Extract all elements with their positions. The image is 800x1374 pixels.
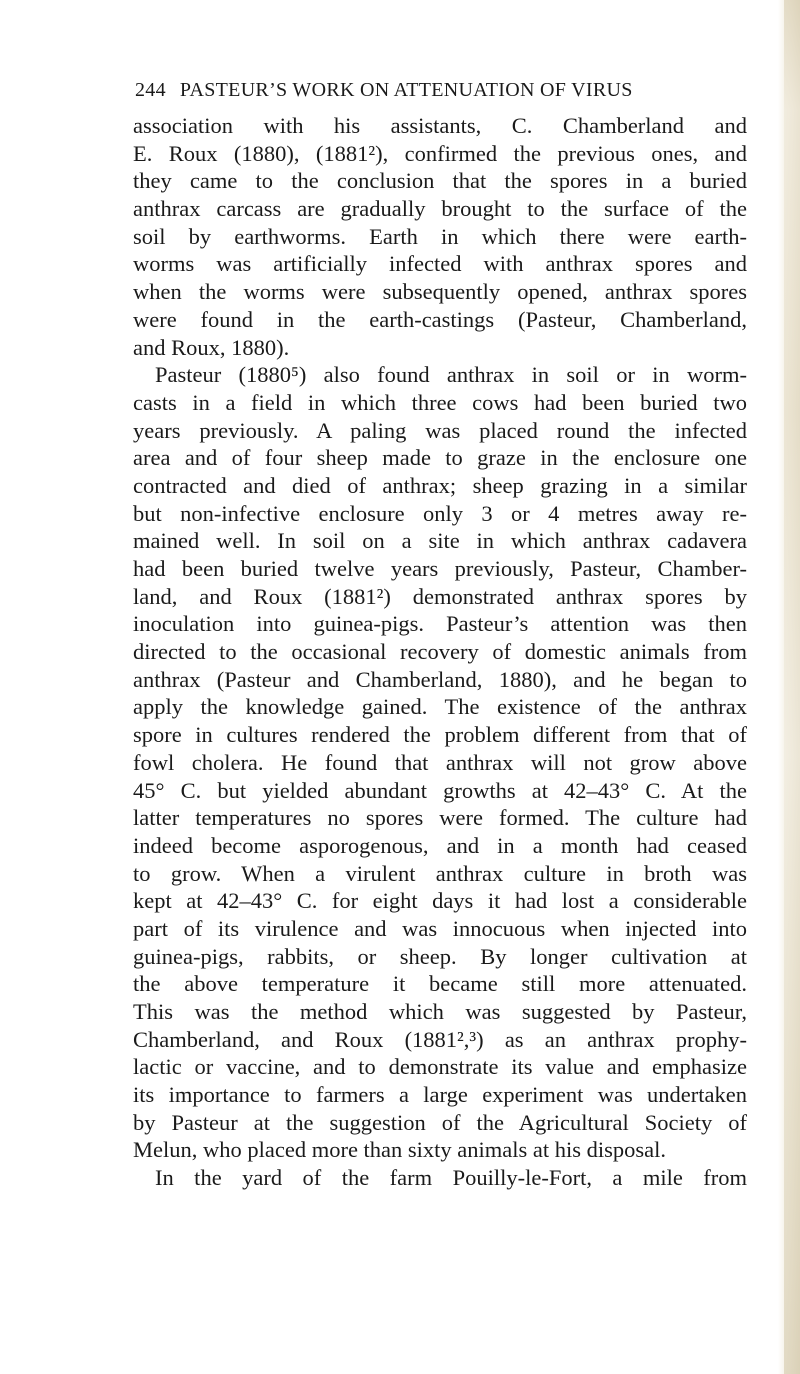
page-edge <box>778 0 800 1374</box>
text-line: latter temperatures no spores were formed. The culture had <box>133 805 747 831</box>
text-line: spore in cultures rendered the problem different from that of <box>133 722 747 748</box>
text-line: Pasteur (1880⁵) also found anthrax in soil or in worm- <box>155 362 747 388</box>
text-line: and Roux, 1880). <box>133 334 290 360</box>
text-line: years previously. A paling was placed round the infected <box>133 417 747 443</box>
text-line: lactic or vaccine, and to demonstrate its value and emphasize <box>133 1054 747 1080</box>
text-line: 45° C. but yielded abundant growths at 42–43° C. At the <box>133 777 747 803</box>
text-line: when the worms were subsequently opened, anthrax spores <box>133 279 747 305</box>
text-line: Melun, who placed more than sixty animals at his disposal. <box>133 1137 667 1163</box>
text-line: This was the method which was suggested by Pasteur, <box>133 999 747 1024</box>
text-line: part of its virulence and was innocuous when injected into <box>133 915 747 941</box>
text-line: had been buried twelve years previously, Pasteur, Chamber- <box>133 556 747 581</box>
text-line: guinea-pigs, rabbits, or sheep. By longer cultivation at <box>133 943 747 969</box>
text-line: worms was artificially infected with anthrax spores and <box>133 251 747 277</box>
text-line: fowl cholera. He found that anthrax will not grow above <box>133 749 747 775</box>
text-line: but non-infective enclosure only 3 or 4 metres away re- <box>133 500 747 526</box>
text-line: kept at 42–43° C. for eight days it had lost a considerable <box>133 888 747 914</box>
text-line: were found in the earth-castings (Pasteur, Chamberland, <box>133 306 747 332</box>
text-line: they came to the conclusion that the spores in a buried <box>133 168 747 194</box>
text-line: association with his assistants, C. Chamberland and <box>133 113 747 138</box>
running-header <box>135 77 745 103</box>
body-text <box>133 112 747 1192</box>
text-line: by Pasteur at the suggestion of the Agricultural Society of <box>133 1109 747 1135</box>
text-line: casts in a field in which three cows had been buried two <box>133 389 747 415</box>
page-number: 244 <box>135 79 166 101</box>
text-line: its importance to farmers a large experiment was undertaken <box>133 1082 747 1108</box>
text-line: apply the knowledge gained. The existence of the anthrax <box>133 694 747 720</box>
text-line: mained well. In soil on a site in which anthrax cadavera <box>133 528 747 554</box>
text-line: E. Roux (1880), (1881²), confirmed the previous ones, and <box>133 140 747 166</box>
text-line: contracted and died of anthrax; sheep grazing in a similar <box>133 472 747 498</box>
running-title: PASTEUR’S WORK ON ATTENUATION OF VIRUS <box>179 79 633 101</box>
text-line: area and of four sheep made to graze in the enclosure one <box>133 445 747 471</box>
text-line: indeed become asporogenous, and in a month had ceased <box>133 832 747 858</box>
text-line: In the yard of the farm Pouilly-le-Fort, a mile from <box>155 1165 747 1191</box>
text-line: soil by earthworms. Earth in which there were earth- <box>133 223 747 249</box>
text-line: to grow. When a virulent anthrax culture in broth was <box>133 860 747 886</box>
text-line: land, and Roux (1881²) demonstrated anthrax spores by <box>133 583 747 609</box>
text-line: Chamberland, and Roux (1881²,³) as an anthrax prophy- <box>133 1026 747 1052</box>
text-line: anthrax (Pasteur and Chamberland, 1880), and he began to <box>133 666 747 692</box>
text-line: inoculation into guinea-pigs. Pasteur’s attention was then <box>133 611 747 637</box>
text-line: anthrax carcass are gradually brought to the surface of the <box>133 196 747 222</box>
text-line: directed to the occasional recovery of domestic animals from <box>133 639 747 665</box>
text-line: the above temperature it became still more attenuated. <box>133 971 747 997</box>
